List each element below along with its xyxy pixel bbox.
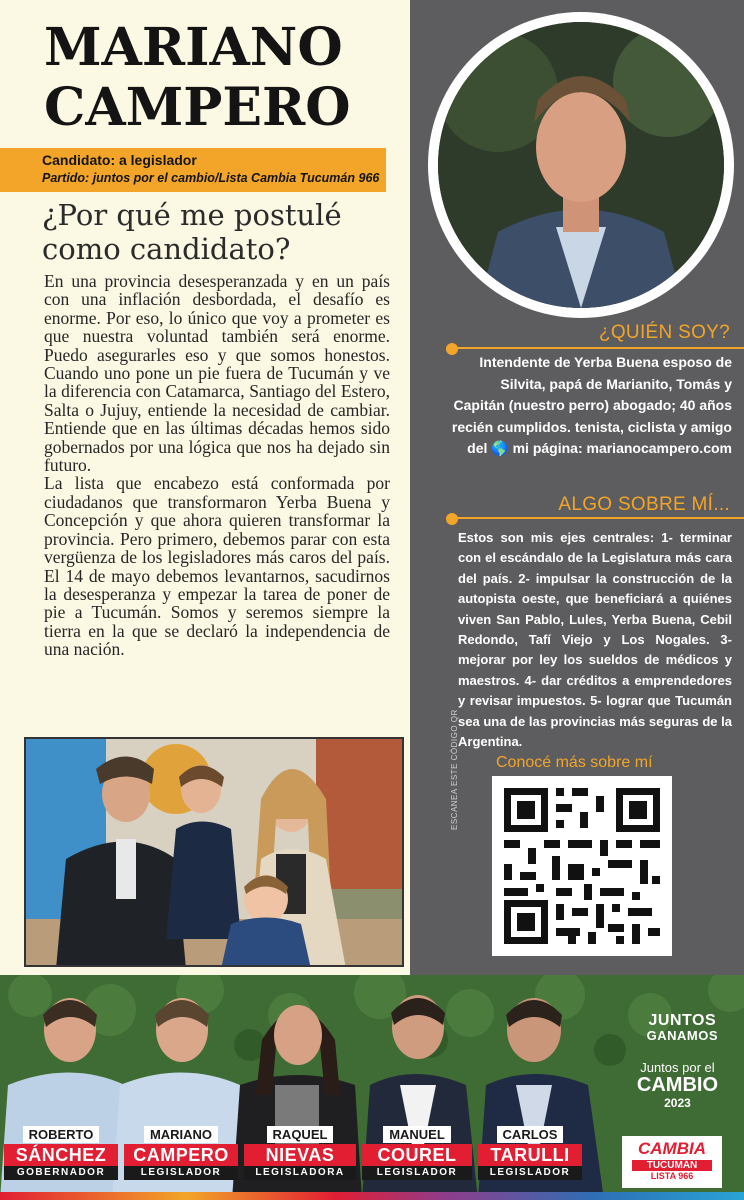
left-column [0,0,410,975]
candidate-first-name: RAQUEL [267,1126,334,1143]
jpc-line-1: Juntos por el [640,1060,715,1075]
family-photo [24,737,404,967]
candidate-role-label: LEGISLADORA [244,1166,356,1180]
algo-sobre-mi-title: ALGO SOBRE MÍ... [558,494,730,515]
candidate-last-name: COUREL [362,1144,472,1166]
qr-side-text: ESCANEA ESTE CÓDIGO QR [450,709,459,830]
ganamos-text: GANAMOS [646,1028,718,1043]
algo-sobre-mi-text: Estos son mis ejes centrales: 1- terminar con el escándalo de la Legislatura más cara del país. 2- impulsar la construcción de la autopista oeste, que beneficiará a quiénes viven San Pablo, Lules, Yerba Buena, Cebil Redondo, Tafí Viejo y Los Nogales. 3- mejorar por ley los sueldos de médicos y maestros. 4- dar créditos a emprendedores y revisar impuestos. 5- lograr que Tucumán sea una de las provincias más seguras de la Argentina. [458,530,732,750]
body-text [44,272,390,659]
cambia-tucuman-logo [622,1136,722,1188]
question-line-1: ¿Por qué me postulé [42,198,342,232]
candidate-last-name: SÁNCHEZ [4,1144,118,1166]
question-line-2: como candidato? [42,232,291,266]
quien-soy-text: Intendente de Yerba Buena esposo de Silvita, papá de Marianito, Tomás y Capitán (nuestro perro) abogado; 40 años recién cumplidos. tenista, ciclista y amigo del 🌎 mi página: marianocampero.com [451,354,732,457]
candidate-party: Partido: juntos por el cambio/Lista Cambia Tucumán 966 [42,171,380,185]
candidate-first-name: CARLOS [497,1126,564,1143]
jpc-line-2: CAMBIO [636,1074,718,1096]
candidate-role-label: GOBERNADOR [4,1166,118,1180]
candidate-first-name: ROBERTO [23,1126,100,1143]
jpc-year: 2023 [664,1096,691,1110]
name-line-1: MARIANO [44,17,343,78]
candidate-label-sanchez [4,1126,118,1180]
tucuman-text: TUCUMÁN [632,1160,712,1171]
qr-cta: Conocé más sobre mí [496,754,653,771]
candidate-role: Candidato: a legislador [42,152,197,168]
name-line-2: CAMPERO [44,77,351,138]
candidate-first-name: MARIANO [144,1126,218,1143]
algo-sobre-mi-dot [446,513,458,525]
candidate-last-name: TARULLI [478,1144,582,1166]
color-stripe [0,1192,744,1200]
juntos-ganamos-logo [647,1012,718,1043]
section-question [42,198,342,266]
candidate-portrait [438,22,724,308]
candidate-label-courel [362,1126,472,1180]
candidate-last-name: NIEVAS [244,1144,356,1166]
body-paragraph-2: La lista que encabezo está conformada por ciudadanos que transformaron Yerba Buena y Concepción y que ahora quieren transformar la provincia. Pero primero, debemos parar con esta vergüenza de los legisladores más caros del país. El 14 de mayo debemos levantarnos, sacudirnos la desesperanza y empezar la tarea de poner de pie a Tucumán. Somos y seremos siempre la tierra en la que se declaró la independencia de una nación. [44,473,390,660]
qr-code[interactable] [492,776,672,956]
quien-soy-title: ¿QUIÉN SOY? [598,322,730,343]
candidate-last-name: CAMPERO [124,1144,238,1166]
lista-text: LISTA 966 [650,1171,694,1181]
juntos-por-el-cambio-logo [637,1060,718,1111]
juntos-text: JUNTOS [648,1012,717,1029]
candidate-info-bar [0,148,386,192]
candidate-role-label: LEGISLADOR [362,1166,472,1180]
candidate-label-tarulli [478,1126,582,1180]
algo-sobre-mi-divider [446,517,744,519]
candidate-label-campero [124,1126,238,1180]
quien-soy-divider [446,347,744,349]
cambia-text: CAMBIA [638,1139,706,1158]
right-column [410,0,744,975]
candidate-name [44,18,351,138]
body-paragraph-1: En una provincia desesperanzada y en un país con una inflación desbordada, el desafío es enorme. Por eso, lo único que voy a prometer es que nuestra voluntad también será enorme. Puedo asegurarles eso y que somos honestos. Cuando uno pone un pie fuera de Tucumán y ve la diferencia con Catamarca, Santiago del Estero, Salta o Jujuy, entiende la necesidad de cambiar. Entiende que en las últimas décadas hemos sido gobernados por una lógica que nos ha dejado sin futuro. [44,271,390,476]
candidate-role-label: LEGISLADOR [124,1166,238,1180]
candidate-first-name: MANUEL [383,1126,451,1143]
candidate-label-nievas [244,1126,356,1180]
candidate-role-label: LEGISLADOR [478,1166,582,1180]
